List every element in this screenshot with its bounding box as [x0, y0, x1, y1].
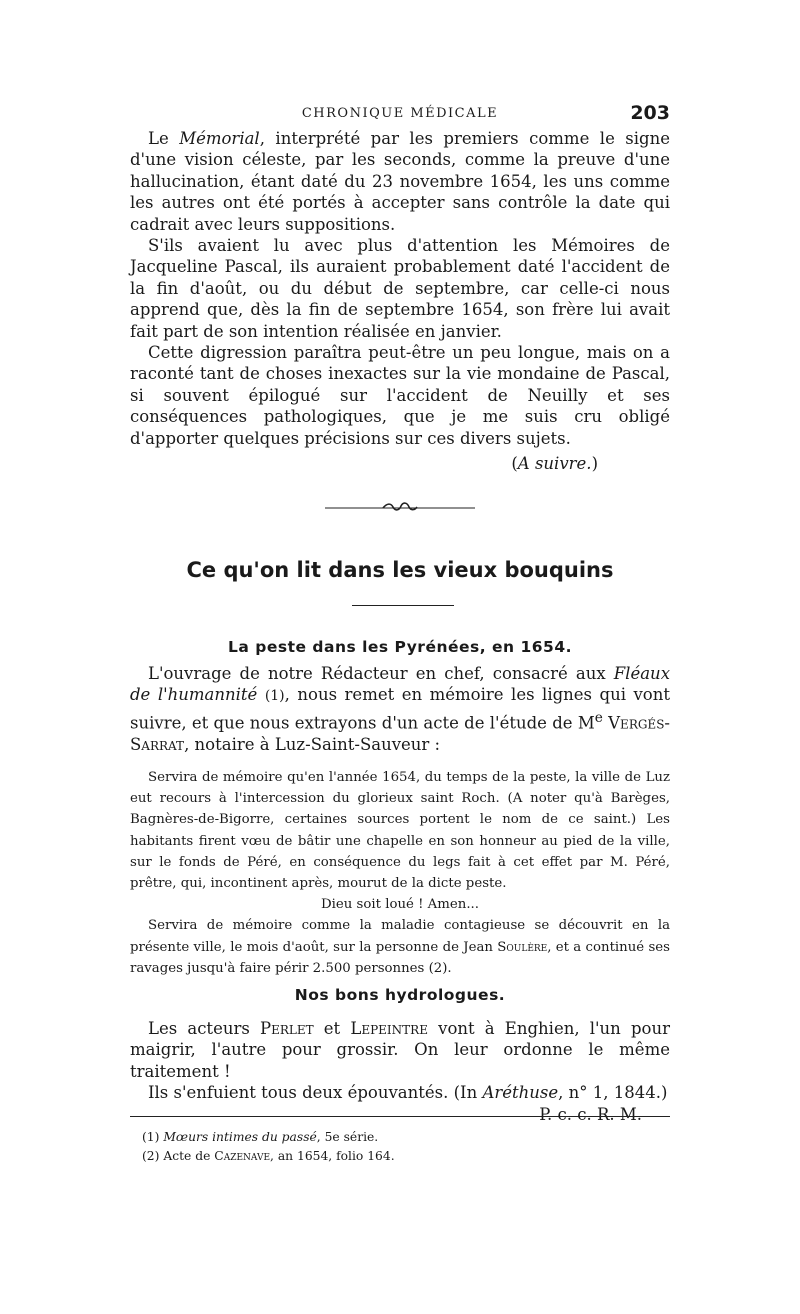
footnote-2: [142, 1147, 670, 1166]
text-run: et: [313, 1019, 351, 1038]
quote-paragraph-2: [130, 915, 670, 979]
text-run: (2) Acte de: [142, 1149, 215, 1163]
hydro-text: [130, 1018, 670, 1125]
text-run: , 5e série.: [316, 1130, 379, 1144]
person-name: Perlet: [259, 1019, 314, 1038]
person-name: Vergés-Sarrat: [130, 713, 670, 754]
text-run: L'ouvrage de notre Rédacteur en chef, consacré aux: [148, 664, 614, 683]
article-continuation: [130, 128, 670, 475]
page-number: 203: [630, 102, 670, 124]
italic-book-title: Fléaux de l'humannité: [130, 664, 670, 705]
footnote-mark: (1): [142, 1130, 164, 1144]
person-name: Cazenave: [214, 1149, 271, 1163]
superscript: e: [594, 709, 603, 726]
text-run: , interprété par les premiers comme le signe d'une vision céleste, par les seconds, comme la preuve d'une hallucination, étant daté du 23 novembre 1654, les uns comme les autres ont été portés à accepter sans contrôle la date qui cadrait avec leurs suppositions.: [130, 129, 671, 234]
a-suivre: [130, 453, 670, 474]
text-run: Servira de mémoire comme la maladie contagieuse se découvrit en la présente ville, le mois d'août, sur la personne de Jean: [130, 918, 670, 955]
italic-journal-title: Aréthuse: [482, 1083, 559, 1103]
paragraph-jacqueline: S'ils avaient lu avec plus d'attention les Mémoires de Jacqueline Pascal, ils auraient probablement daté l'accident de la fin d'août, ou du début de septembre, car celle-ci nous apprend que, dès la fin de septembre 1654, son frère lui avait fait part de son intention réalisée en janvier.: [130, 236, 670, 341]
italic-title: Mémorial: [179, 129, 260, 148]
paren-close: ): [591, 454, 598, 474]
subheading-hydrologues: Nos bons hydrologues.: [294, 986, 506, 1004]
footnote-ref: (1): [264, 688, 285, 705]
text-run: , an 1654, folio 164.: [270, 1149, 395, 1163]
footnote-rule: [130, 1116, 670, 1117]
paragraph-actors: [130, 1018, 670, 1082]
paragraph-enfuient: [130, 1082, 670, 1103]
ornament-flourish-icon: [325, 500, 475, 516]
text-run: Les acteurs: [148, 1019, 260, 1038]
signature: P. c. c. R. M.: [539, 1104, 642, 1124]
text-run: [257, 685, 265, 704]
footnotes: [130, 1128, 670, 1166]
paragraph-plague-intro: [130, 663, 670, 755]
section-title: Ce qu'on lit dans les vieux bouquins: [186, 558, 614, 582]
italic-book-title: Mœurs intimes du passé: [163, 1130, 317, 1144]
text-run: , nous remet en mémoire les lignes qui vont suivre, et que nous extrayons d'un acte de l'étude de M: [130, 685, 670, 733]
ornament-divider: [0, 500, 800, 520]
quote-dieu: Dieu soit loué ! Amen...: [320, 897, 480, 913]
text-run: , et a continué ses ravages jusqu'à faire périr 2.500 personnes (2).: [130, 939, 670, 976]
subheading-plague: La peste dans les Pyrénées, en 1654.: [228, 638, 572, 656]
footnote-1: [142, 1128, 670, 1147]
paragraph-memorial: [130, 128, 670, 235]
notarial-quote: [130, 767, 670, 979]
plague-intro: [130, 663, 670, 755]
text-run: , notaire à Luz-Saint-Sauveur :: [184, 734, 441, 754]
quote-paragraph-1: Servira de mémoire qu'en l'année 1654, du temps de la peste, la ville de Luz eut recours à l'intercession du glorieux saint Roch. (A noter qu'à Barèges, Bagnères-de-Bigorre, certaines sources portent le nom de ce saint.) Les habitants firent vœu de bâtir une chapelle en son honneur au pied de la ville, sur le fonds de Péré, en conséquence du legs fait à cet effet par M. Péré, prêtre, qui, incontinent après, mourut de la dicte peste.: [130, 770, 670, 892]
paren-open: (: [511, 454, 518, 474]
person-name: Soulère: [497, 939, 548, 955]
title-rule: [352, 605, 454, 606]
a-suivre-text: A suivre.: [517, 454, 592, 474]
running-head: CHRONIQUE MÉDICALE: [301, 106, 499, 121]
text-run: , n° 1, 1844.): [558, 1083, 668, 1103]
paragraph-digression: Cette digression paraîtra peut-être un peu longue, mais on a raconté tant de choses inexactes sur la vie mondaine de Pascal, si souvent épilogué sur l'accident de Neuilly et ses conséquences pathologiques, que je me suis cru obligé d'apporter quelques précisions sur ces divers sujets.: [130, 343, 670, 448]
text-run: Ils s'enfuient tous deux épouvantés. (In: [148, 1083, 483, 1103]
text-run: vont à Enghien, l'un pour maigrir, l'autre pour grossir. On leur ordonne le même traitement !: [130, 1019, 670, 1081]
person-name: Lepeintre: [350, 1019, 428, 1038]
text-run: Le: [148, 129, 180, 148]
